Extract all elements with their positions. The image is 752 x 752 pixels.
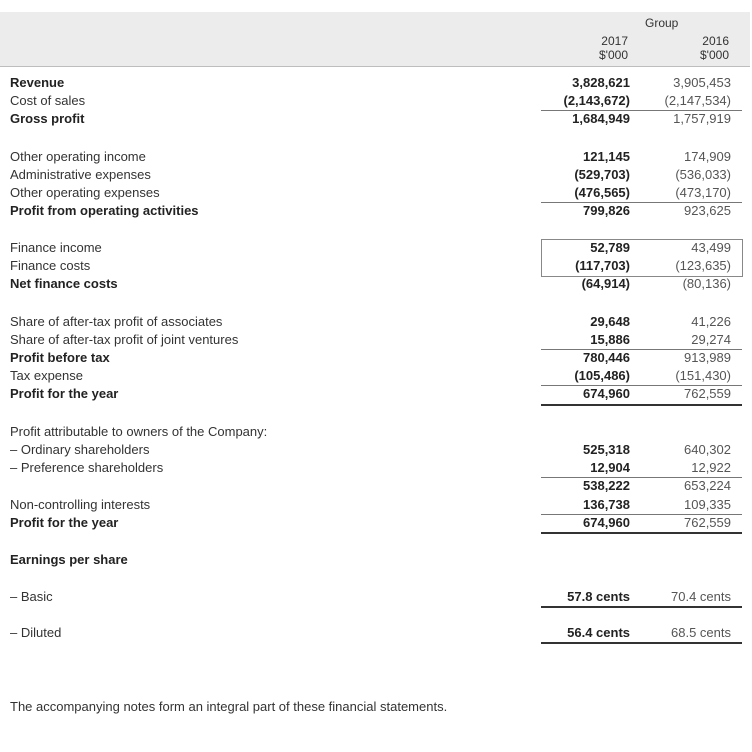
value-2017: (64,914) (581, 276, 630, 291)
col-2017-unit: $'000 (599, 48, 628, 62)
value-2017: 52,789 (590, 240, 630, 255)
value-2017: 1,684,949 (572, 111, 630, 126)
table-row (0, 313, 752, 331)
row-label: Net finance costs (10, 276, 118, 291)
value-2017: (117,703) (575, 258, 630, 273)
value-2016: (151,430) (675, 368, 731, 383)
row-label: Finance income (10, 240, 102, 255)
table-row (0, 477, 752, 495)
row-label: Profit for the year (10, 515, 119, 530)
table-row (0, 624, 752, 642)
value-2017: 3,828,621 (572, 75, 630, 90)
value-2016: (80,136) (682, 276, 731, 291)
row-label: Other operating income (10, 149, 146, 164)
subtotal-rule (541, 202, 742, 203)
table-row (0, 331, 752, 349)
table-row (0, 110, 752, 128)
value-2016: (2,147,534) (664, 93, 731, 108)
total-rule (541, 642, 742, 644)
table-row (0, 275, 752, 293)
value-2017: 15,886 (590, 332, 630, 347)
value-2016: (473,170) (675, 185, 731, 200)
total-rule (541, 532, 742, 534)
value-2016: 29,274 (691, 332, 731, 347)
table-header (0, 12, 750, 67)
row-label: Share of after-tax profit of associates (10, 314, 223, 329)
value-2016: 923,625 (684, 203, 731, 218)
row-label: – Ordinary shareholders (10, 442, 150, 457)
row-label: Gross profit (10, 111, 85, 126)
value-2016: 1,757,919 (673, 111, 731, 126)
col-2017-year: 2017 (601, 34, 628, 48)
row-label: Share of after-tax profit of joint ventures (10, 332, 239, 347)
value-2017: 29,648 (590, 314, 630, 329)
row-label: Tax expense (10, 368, 83, 383)
row-label: – Preference shareholders (10, 460, 164, 475)
table-row (0, 459, 752, 477)
row-label: Finance costs (10, 258, 91, 273)
table-row (0, 202, 752, 220)
value-2016: 640,302 (684, 442, 731, 457)
value-2016: 43,499 (691, 240, 731, 255)
value-2016: (123,635) (675, 258, 731, 273)
value-2017: (476,565) (574, 185, 630, 200)
subtotal-rule (541, 514, 742, 515)
value-2017: 56.4 cents (567, 625, 630, 640)
table-row (0, 367, 752, 385)
row-label: Administrative expenses (10, 167, 151, 182)
value-2017: 538,222 (583, 478, 630, 493)
value-2016: 68.5 cents (671, 625, 731, 640)
table-row (0, 184, 752, 202)
value-2017: (2,143,672) (563, 93, 630, 108)
table-row (0, 148, 752, 166)
value-2016: 41,226 (691, 314, 731, 329)
col-2016-unit: $'000 (700, 48, 729, 62)
value-2017: 674,960 (583, 386, 630, 401)
subtotal-rule (541, 110, 742, 111)
table-row (0, 349, 752, 367)
row-label: Profit for the year (10, 386, 119, 401)
value-2017: 799,826 (583, 203, 630, 218)
value-2017: 674,960 (583, 515, 630, 530)
value-2017: (105,486) (574, 368, 630, 383)
finance-box (541, 239, 743, 277)
total-rule (541, 606, 742, 608)
table-row (0, 166, 752, 184)
row-label: – Basic (10, 589, 53, 604)
value-2017: 780,446 (583, 350, 630, 365)
value-2016: 913,989 (684, 350, 731, 365)
group-heading: Group (645, 16, 679, 30)
table-row (0, 74, 752, 92)
value-2017: (529,703) (574, 167, 630, 182)
table-row (0, 514, 752, 532)
subtotal-rule (541, 385, 742, 386)
row-label: Profit before tax (10, 350, 110, 365)
row-label: Other operating expenses (10, 185, 160, 200)
row-label: Cost of sales (10, 93, 86, 108)
row-label: Profit attributable to owners of the Company: (10, 424, 268, 439)
table-row (0, 385, 752, 403)
value-2017: 525,318 (583, 442, 630, 457)
row-label: Earnings per share (10, 552, 128, 567)
subtotal-rule (541, 477, 742, 478)
value-2017: 57.8 cents (567, 589, 630, 604)
value-2016: 174,909 (684, 149, 731, 164)
value-2016: 762,559 (684, 386, 731, 401)
table-row (0, 551, 752, 569)
value-2016: 653,224 (684, 478, 731, 493)
row-label: – Diluted (10, 625, 62, 640)
value-2017: 12,904 (590, 460, 630, 475)
row-label: Revenue (10, 75, 65, 90)
subtotal-rule (541, 349, 742, 350)
col-2016-year: 2016 (702, 34, 729, 48)
table-row (0, 92, 752, 110)
total-rule (541, 404, 742, 406)
value-2017: 136,738 (583, 497, 630, 512)
table-row (0, 496, 752, 514)
row-label: Non-controlling interests (10, 497, 151, 512)
value-2016: 762,559 (684, 515, 731, 530)
value-2016: 12,922 (691, 460, 731, 475)
table-row (0, 441, 752, 459)
table-row (0, 588, 752, 606)
row-label: Profit from operating activities (10, 203, 199, 218)
value-2016: 109,335 (684, 497, 731, 512)
value-2016: 70.4 cents (671, 589, 731, 604)
value-2016: (536,033) (675, 167, 731, 182)
table-row (0, 423, 752, 441)
value-2017: 121,145 (583, 149, 630, 164)
value-2016: 3,905,453 (673, 75, 731, 90)
footnote: The accompanying notes form an integral part of these financial statements. (10, 699, 448, 714)
